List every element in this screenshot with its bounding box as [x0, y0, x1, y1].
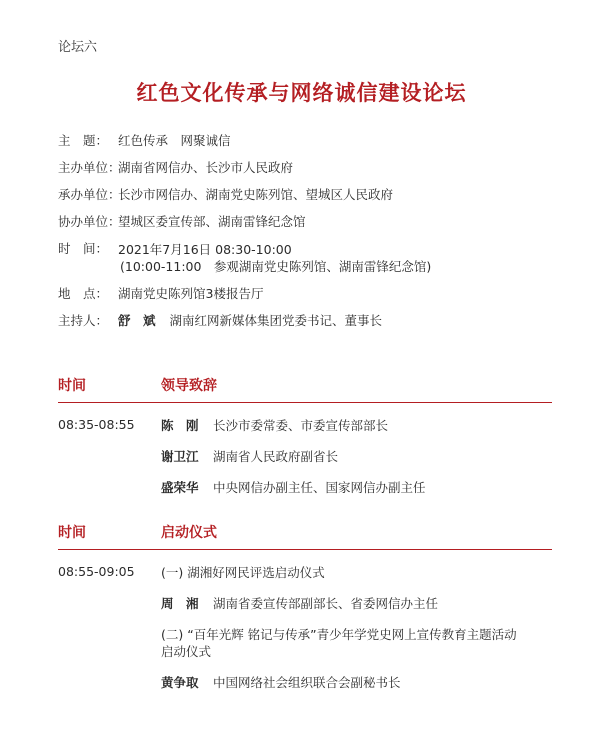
program-item: (一) 湖湘好网民评选启动仪式	[161, 565, 325, 580]
section-header	[58, 522, 552, 544]
program-item	[161, 626, 552, 660]
info-host	[58, 313, 431, 329]
info-organizer	[58, 160, 431, 176]
section-col-title: 领导致辞	[161, 378, 217, 394]
speaker-item	[161, 479, 552, 496]
speaker-item	[161, 448, 552, 465]
speaker-name: 黄争取	[161, 675, 199, 690]
section-launch-ceremony	[58, 522, 552, 705]
section-body	[58, 564, 552, 705]
info-label: 地 点：	[58, 286, 109, 301]
info-theme	[58, 133, 431, 149]
section-divider	[58, 549, 552, 550]
info-value: 红色传承 网聚诚信	[118, 133, 231, 148]
info-value	[118, 313, 431, 329]
section-col-title: 启动仪式	[161, 525, 217, 541]
section-divider	[58, 402, 552, 403]
section-header	[58, 375, 552, 397]
speaker-item	[161, 595, 552, 612]
speaker-title: 中国网络社会组织联合会副秘书长	[213, 675, 401, 690]
program-list	[161, 564, 552, 705]
host-name: 舒 斌	[118, 313, 156, 328]
info-label: 主 题：	[58, 133, 109, 148]
speaker-item	[161, 674, 552, 691]
speaker-title: 湖南省人民政府副省长	[213, 449, 339, 464]
speaker-list	[161, 417, 552, 510]
page-title: 红色文化传承与网络诚信建设论坛	[136, 81, 467, 105]
section-body	[58, 417, 552, 510]
info-value: 湖南党史陈列馆3楼报告厅	[118, 286, 264, 301]
time-line-2: (10:00-11:00 参观湖南党史陈列馆、湖南雷锋纪念馆)	[120, 259, 432, 274]
info-label: 协办单位：	[58, 214, 121, 229]
speaker-name: 周 湘	[161, 596, 199, 611]
program-text-line-1: (二) “百年光辉 铭记与传承”青少年学党史网上宣传教育主题活动	[161, 627, 517, 642]
info-label: 主持人：	[58, 313, 109, 328]
info-place	[58, 286, 431, 302]
program-text-line-2: 启动仪式	[161, 644, 212, 659]
speaker-title: 长沙市委常委、市委宣传部部长	[213, 418, 389, 433]
section-time: 08:35-08:55	[58, 417, 135, 432]
info-label: 主办单位：	[58, 160, 121, 175]
section-leader-speech	[58, 375, 552, 510]
forum-number: 论坛六	[58, 40, 98, 55]
time-value	[118, 241, 431, 275]
speaker-title: 中央网信办副主任、国家网信办副主任	[213, 480, 426, 495]
info-value: 长沙市网信办、湖南党史陈列馆、望城区人民政府	[118, 187, 394, 202]
host-title: 湖南红网新媒体集团党委书记、董事长	[169, 313, 383, 328]
forum-info	[58, 133, 431, 340]
info-label: 时 间：	[58, 241, 109, 256]
section-col-time: 时间	[58, 525, 86, 541]
speaker-name: 陈 刚	[161, 418, 199, 433]
info-label: 承办单位：	[58, 187, 121, 202]
section-time: 08:55-09:05	[58, 564, 135, 579]
speaker-name: 谢卫江	[161, 449, 199, 464]
section-col-time: 时间	[58, 378, 86, 394]
speaker-name: 盛荣华	[161, 480, 199, 495]
info-undertaker	[58, 187, 431, 203]
info-value: 望城区委宣传部、湖南雷锋纪念馆	[118, 214, 306, 229]
speaker-title: 湖南省委宣传部副部长、省委网信办主任	[213, 596, 439, 611]
info-time	[58, 241, 431, 275]
info-co-organizer	[58, 214, 431, 230]
time-line-1: 2021年7月16日 08:30-10:00	[118, 242, 292, 257]
speaker-item	[161, 417, 552, 434]
info-value: 湖南省网信办、长沙市人民政府	[118, 160, 294, 175]
